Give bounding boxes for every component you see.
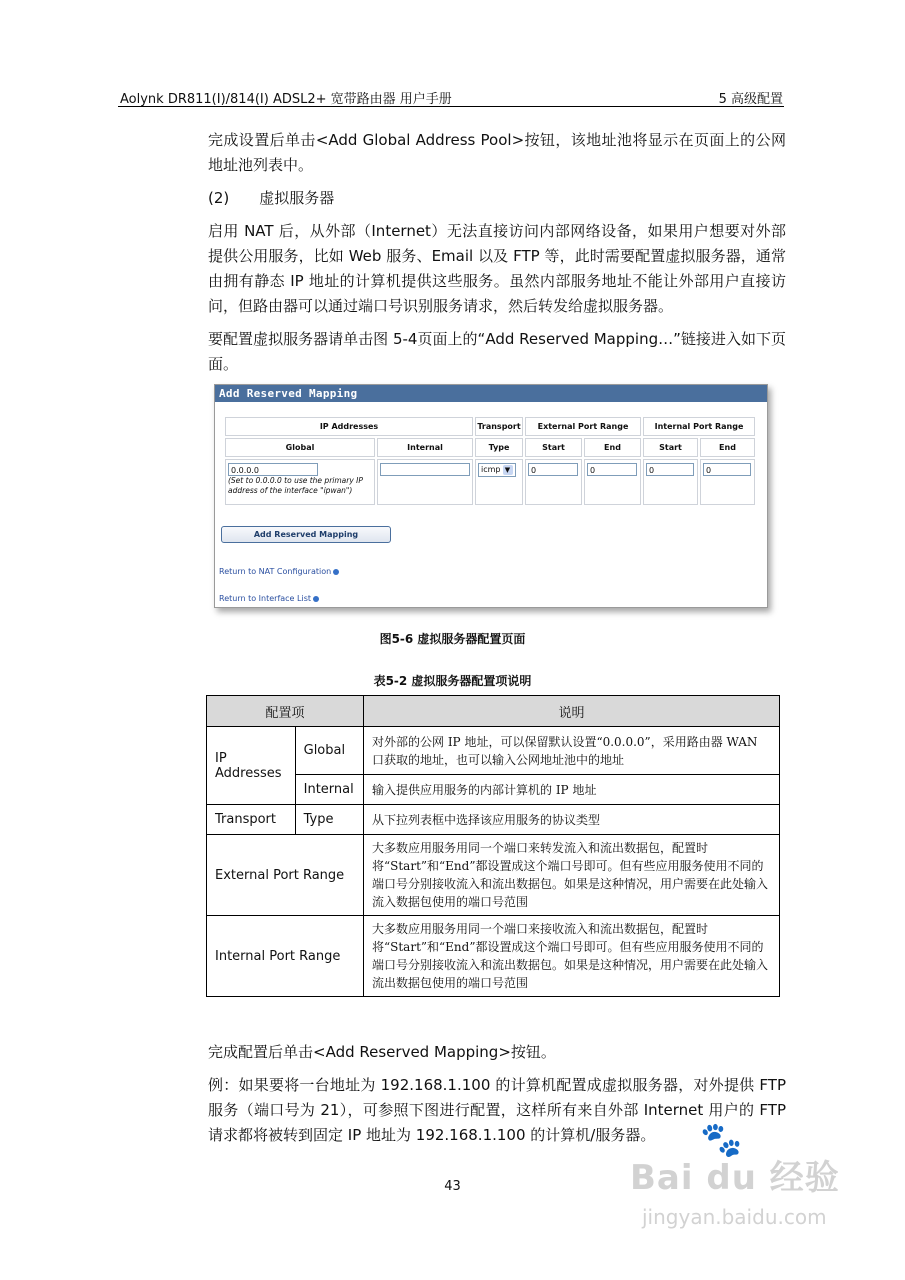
return-interface-label: Return to Interface List <box>219 594 312 603</box>
col-transport: Transport <box>475 417 523 436</box>
screenshot-panel <box>214 384 768 608</box>
section-heading: (2) 虚拟服务器 <box>208 189 335 207</box>
global-cell <box>225 459 375 505</box>
add-reserved-mapping-button[interactable]: Add Reserved Mapping <box>221 526 391 543</box>
desc-internal-range: 大多数应用服务用同一个端口来接收流入和流出数据包，配置时将“Start”和“End”都设置成这个端口号即可。但有些应用服务使用不同的端口号分别接收流入和流出数据包。如果是这种情况，用户需要在此处输入流出数据包使用的端口号范围 <box>364 916 780 997</box>
header-title: Aolynk DR811(I)/814(I) ADSL2+ 宽带路由器 用户手册 <box>120 92 452 107</box>
row-type: Type <box>295 805 363 835</box>
ext-start-input[interactable]: 0 <box>528 463 578 476</box>
arrow-circle-icon <box>313 596 319 602</box>
table-caption: 表5-2 虚拟服务器配置项说明 <box>373 674 532 688</box>
col-internal-range: Internal Port Range <box>643 417 755 436</box>
col-int-end: End <box>700 438 755 457</box>
mapping-table <box>223 415 757 507</box>
col-type: Type <box>475 438 523 457</box>
paragraph-2: 启用 NAT 后，从外部（Internet）无法直接访问内部网络设备，如果用户想要对外部提供公用服务，比如 Web 服务、Email 以及 FTP 等，此时需要配置虚拟服务器，通常由拥有静态 IP 地址的计算机提供这些服务。虽然内部服务地址不能让外部用户直接访问，但路由器可以通过端口号识别服务请求，然后转发给虚拟服务器。 <box>208 222 786 315</box>
col-ext-start: Start <box>525 438 582 457</box>
paw-icon: 🐾 <box>700 1120 743 1160</box>
row-ip: IP Addresses <box>207 727 296 805</box>
watermark-url: jingyan.baidu.com <box>642 1205 827 1229</box>
ext-end-input[interactable]: 0 <box>587 463 637 476</box>
type-select[interactable] <box>478 463 516 477</box>
return-nat-link[interactable] <box>219 567 339 576</box>
paragraph-4: 完成配置后单击<Add Reserved Mapping>按钮。 <box>208 1043 556 1061</box>
row-transport: Transport <box>207 805 296 835</box>
chevron-down-icon: ▼ <box>503 465 513 475</box>
int-start-cell <box>643 459 698 505</box>
type-cell <box>475 459 523 505</box>
int-end-input[interactable]: 0 <box>703 463 751 476</box>
col-ip-addresses: IP Addresses <box>225 417 473 436</box>
int-end-cell <box>700 459 755 505</box>
return-interface-link[interactable] <box>219 594 319 603</box>
desc-global: 对外部的公网 IP 地址，可以保留默认设置“0.0.0.0”，采用路由器 WAN 口获取的地址，也可以输入公网地址池中的地址 <box>364 727 780 775</box>
global-ip-input[interactable]: 0.0.0.0 <box>228 463 318 476</box>
header-section: 5 高级配置 <box>718 92 783 107</box>
desc-external: 大多数应用服务用同一个端口来转发流入和流出数据包，配置时将“Start”和“End”都设置成这个端口号即可。但有些应用服务使用不同的端口号分别接收流入和流出数据包。如果是这种情况，用户需要在此处输入流入数据包使用的端口号范围 <box>364 835 780 916</box>
page-number: 43 <box>444 1179 461 1194</box>
paragraph-5: 例：如果要将一台地址为 192.168.1.100 的计算机配置成虚拟服务器，对外提供 FTP 服务（端口号为 21），可参照下图进行配置，这样所有来自外部 Internet 用户的 FTP 请求都将被转到固定 IP 地址为 192.168.1.100 的计算机/服务器。 <box>208 1076 786 1144</box>
th-item: 配置项 <box>207 696 364 727</box>
global-note: (Set to 0.0.0.0 to use the primary IP address of the interface "ipwan") <box>228 476 363 495</box>
paragraph-3: 要配置虚拟服务器请单击图 5-4页面上的“Add Reserved Mapping…”链接进入如下页面。 <box>208 330 786 373</box>
th-description: 说明 <box>364 696 780 727</box>
internal-cell <box>377 459 473 505</box>
desc-internal: 输入提供应用服务的内部计算机的 IP 地址 <box>364 775 780 805</box>
col-global: Global <box>225 438 375 457</box>
col-external-range: External Port Range <box>525 417 641 436</box>
row-internal: Internal <box>295 775 363 805</box>
panel-title: Add Reserved Mapping <box>215 385 767 402</box>
header-divider <box>118 106 784 107</box>
col-internal: Internal <box>377 438 473 457</box>
return-nat-label: Return to NAT Configuration <box>219 567 332 576</box>
type-select-value: icmp <box>481 465 501 474</box>
intro-text <box>208 128 786 377</box>
col-ext-end: End <box>584 438 641 457</box>
ext-start-cell <box>525 459 582 505</box>
internal-ip-input[interactable] <box>380 463 470 476</box>
arrow-circle-icon <box>333 569 339 575</box>
ext-end-cell <box>584 459 641 505</box>
row-global: Global <box>295 727 363 775</box>
desc-type: 从下拉列表框中选择该应用服务的协议类型 <box>364 805 780 835</box>
figure-caption: 图5-6 虚拟服务器配置页面 <box>379 632 526 646</box>
config-table <box>206 695 780 997</box>
row-external: External Port Range <box>207 835 364 916</box>
watermark-brand: Bai du 经验 <box>630 1158 840 1198</box>
col-int-start: Start <box>643 438 698 457</box>
paragraph-1: 完成设置后单击<Add Global Address Pool>按钮，该地址池将显示在页面上的公网地址池列表中。 <box>208 131 786 174</box>
row-internal-range: Internal Port Range <box>207 916 364 997</box>
int-start-input[interactable]: 0 <box>646 463 694 476</box>
